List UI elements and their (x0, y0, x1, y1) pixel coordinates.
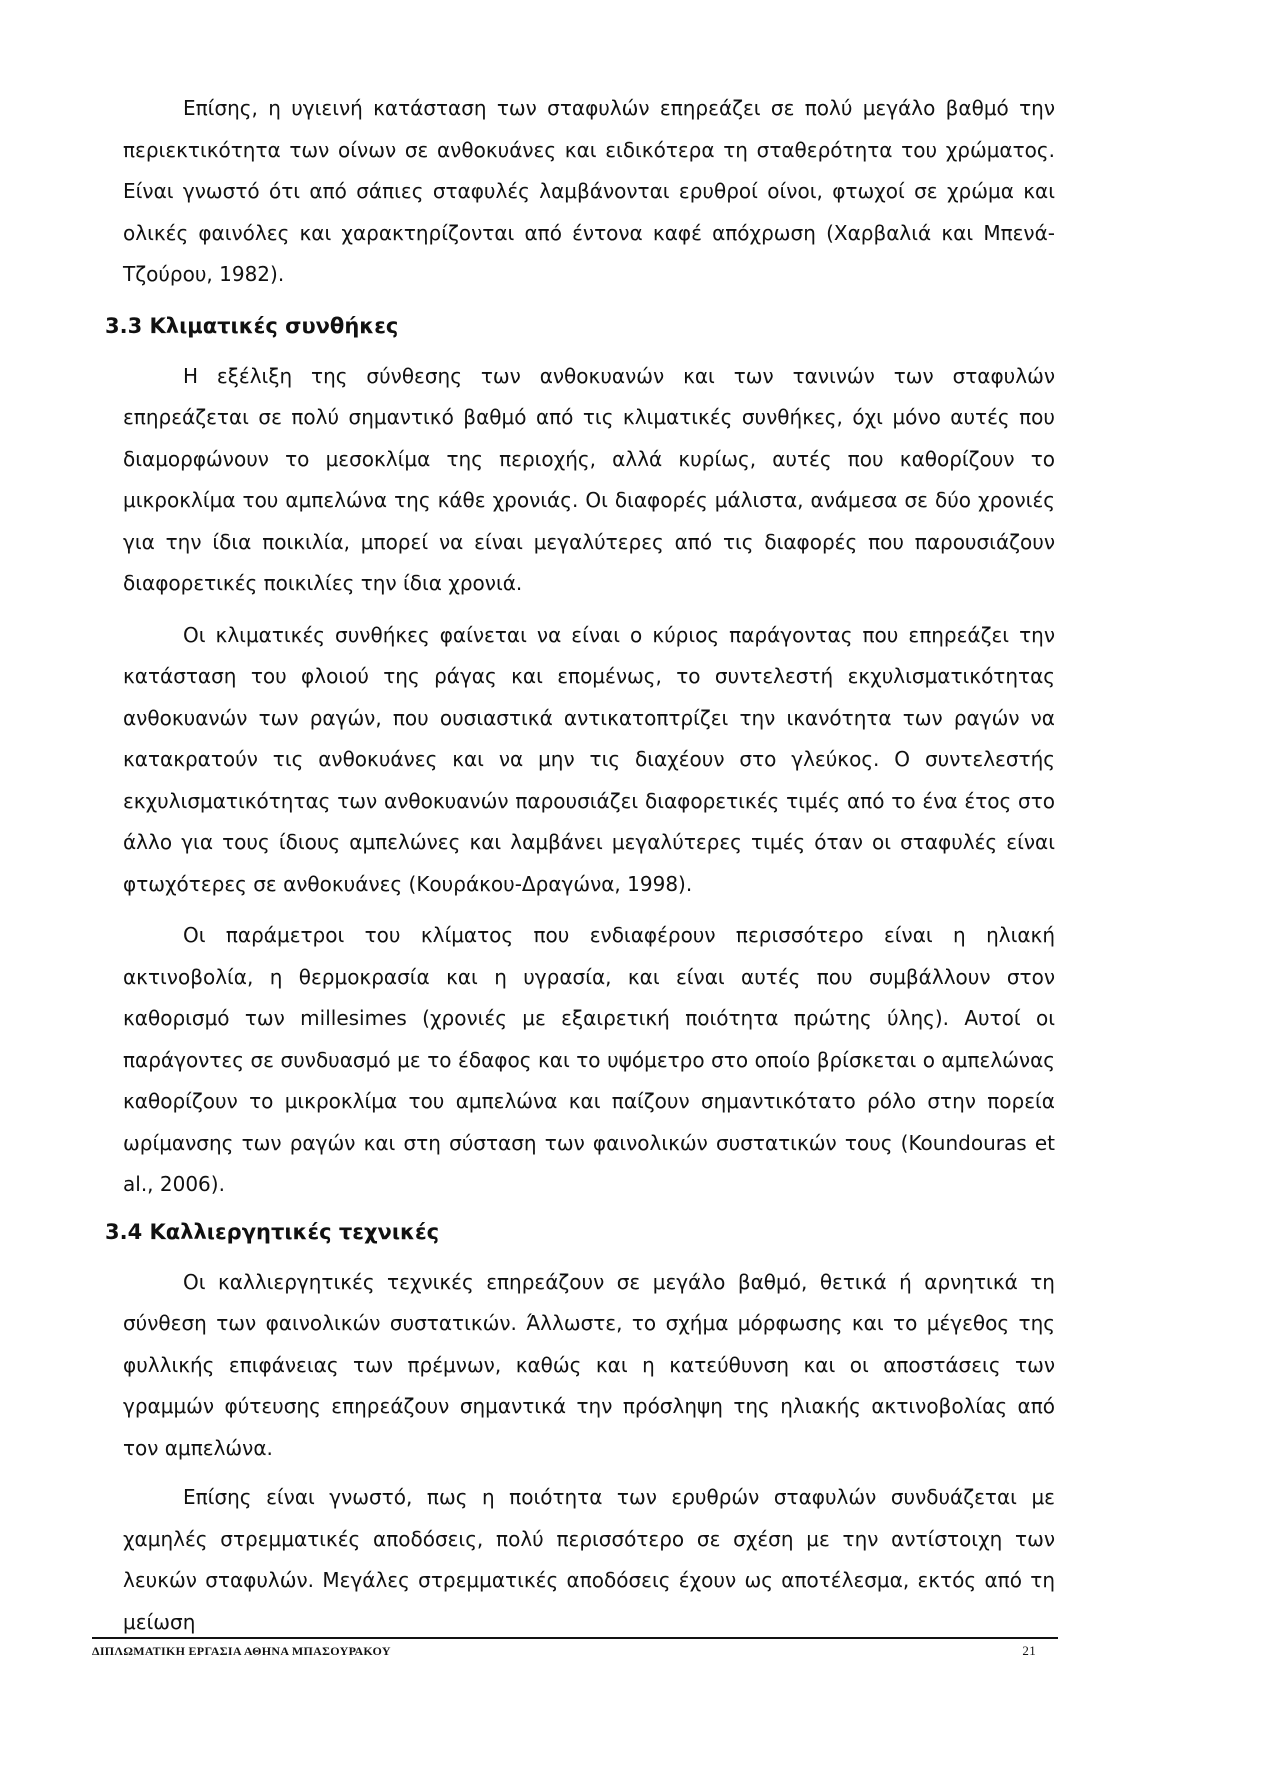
page-footer (92, 1637, 1058, 1659)
body-paragraph: Η εξέλιξη της σύνθεσης των ανθοκυανών και των τανινών των σταφυλών επηρεάζεται σε πολύ σημαντικό βαθμό από τις κλιματικές συνθήκες, όχι μόνο αυτές που διαμορφώνουν το μεσοκλίμα της περιοχής, αλλά κυρίως, αυτές που καθορίζουν το μικροκλίμα του αμπελώνα της κάθε χρονιάς. Οι διαφορές μάλιστα, ανάμεσα σε δύο χρονιές για την ίδια ποικιλία, μπορεί να είναι μεγαλύτερες από τις διαφορές που παρουσιάζουν διαφορετικές ποικιλίες την ίδια χρονιά. (123, 363, 1055, 595)
body-paragraph: Οι παράμετροι του κλίματος που ενδιαφέρουν περισσότερο είναι η ηλιακή ακτινοβολία, η θερμοκρασία και η υγρασία, και είναι αυτές που συμβάλλουν στον καθορισμό των millesimes (χρονιές με εξαιρετική ποιότητα πρώτης ύλης). Αυτοί οι παράγοντες σε συνδυασμό με το έδαφος και το υψόμετρο στο οποίο βρίσκεται ο αμπελώνας καθορίζουν το μικροκλίμα του αμπελώνα και παίζουν σημαντικότατο ρόλο στην πορεία ωρίμανσης των ραγών και στη σύσταση των φαινολικών συστατικών τους (Koundouras et al., 2006). (123, 923, 1055, 1196)
body-paragraph: Επίσης είναι γνωστό, πως η ποιότητα των ερυθρών σταφυλών συνδυάζεται με χαμηλές στρεμματικές αποδόσεις, πολύ περισσότερο σε σχέση με την αντίστοιχη των λευκών σταφυλών. Μεγάλες στρεμματικές αποδόσεις έχουν ως αποτέλεσμα, εκτός από τη μείωση (123, 1485, 1055, 1634)
footer-title: ΔΙΠΛΩΜΑΤΙΚΗ ΕΡΓΑΣΙΑ ΑΘΗΝΑ ΜΠΑΣΟΥΡΑΚΟΥ (92, 1644, 391, 1658)
body-paragraph: Οι κλιματικές συνθήκες φαίνεται να είναι ο κύριος παράγοντας που επηρεάζει την κατάσταση του φλοιού της ράγας και επομένως, το συντελεστή εκχυλισματικότητας ανθοκυανών των ραγών, που ουσιαστικά αντικατοπτρίζει την ικανότητα των ραγών να κατακρατούν τις ανθοκυάνες και να μην τις διαχέουν στο γλεύκος. Ο συντελεστής εκχυλισματικότητας των ανθοκυανών παρουσιάζει διαφορετικές τιμές από το ένα έτος στο άλλο για τους ίδιους αμπελώνες και λαμβάνει μεγαλύτερες τιμές όταν οι σταφυλές είναι φτωχότερες σε ανθοκυάνες (Κουράκου-Δραγώνα, 1998). (123, 622, 1055, 896)
page-body (105, 88, 1055, 1643)
footer-rule (92, 1637, 1058, 1639)
body-paragraph: Επίσης, η υγιεινή κατάσταση των σταφυλών επηρεάζει σε πολύ μεγάλο βαθμό την περιεκτικότητα των οίνων σε ανθοκυάνες και ειδικότερα τη σταθερότητα του χρώματος. Είναι γνωστό ότι από σάπιες σταφυλές λαμβάνονται ερυθροί οίνοι, φτωχοί σε χρώμα και ολικές φαινόλες και χαρακτηρίζονται από έντονα καφέ απόχρωση (Χαρβαλιά και Μπενά-Τζούρου, 1982). (123, 96, 1055, 286)
body-paragraph: Οι καλλιεργητικές τεχνικές επηρεάζουν σε μεγάλο βαθμό, θετικά ή αρνητικά τη σύνθεση των φαινολικών συστατικών. Άλλωστε, το σχήμα μόρφωσης και το μέγεθος της φυλλικής επιφάνειας των πρέμνων, καθώς και η κατεύθυνση και οι αποστάσεις των γραμμών φύτευσης επηρεάζουν σημαντικά την πρόσληψη της ηλιακής ακτινοβολίας από τον αμπελώνα. (123, 1269, 1055, 1460)
footer-row (92, 1643, 1058, 1659)
section-heading: 3.4 Καλλιεργητικές τεχνικές (105, 1219, 440, 1244)
section-heading: 3.3 Κλιματικές συνθήκες (105, 313, 399, 338)
page-number: 21 (1022, 1643, 1036, 1658)
